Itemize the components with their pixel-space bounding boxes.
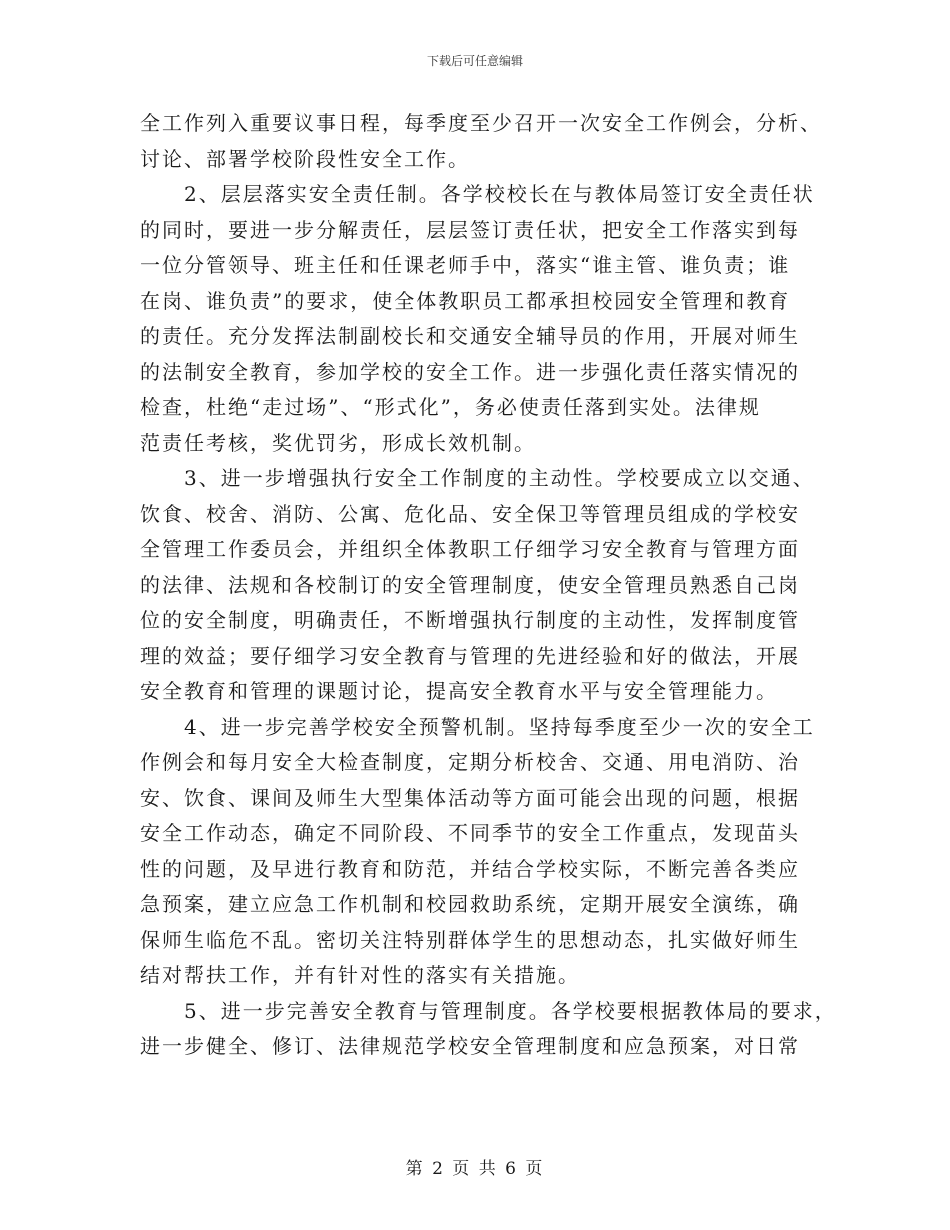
text-line: 安全工作动态，确定不同阶段、不同季节的安全工作重点，发现苗头 bbox=[140, 821, 800, 845]
text-line: 进一步健全、修订、法律规范学校安全管理制度和应急预案，对日常 bbox=[140, 1034, 800, 1058]
text-line: 安全教育和管理的课题讨论，提高安全教育水平与安全管理能力。 bbox=[140, 679, 778, 703]
text-line: 2、层层落实安全责任制。各学校校长在与教体局签订安全责任状 bbox=[140, 182, 815, 206]
text-line: 的法制安全教育，参加学校的安全工作。进一步强化责任落实情况的 bbox=[140, 359, 800, 384]
document-body bbox=[140, 106, 837, 1065]
text-line: 理的效益；要仔细学习安全教育与管理的先进经验和好的做法，开展 bbox=[140, 643, 800, 668]
text-line: 在岗、谁负责”的要求，使全体教职员工都承担校园安全管理和教育 bbox=[140, 288, 791, 313]
text-line: 5、进一步完善安全教育与管理制度。各学校要根据教体局的要求， bbox=[140, 998, 837, 1023]
text-line: 结对帮扶工作，并有针对性的落实有关措施。 bbox=[140, 963, 580, 987]
text-line: 检查，杜绝“走过场”、“形式化”，务必使责任落到实处。法律规 bbox=[140, 395, 761, 419]
page-header: 下载后可任意编辑 bbox=[426, 54, 523, 68]
text-line: 4、进一步完善学校安全预警机制。坚持每季度至少一次的安全工 bbox=[140, 714, 815, 739]
text-line: 的法律、法规和各校制订的安全管理制度，使安全管理员熟悉自己岗 bbox=[140, 572, 800, 597]
text-line: 全管理工作委员会，并组织全体教职工仔细学习安全教育与管理方面 bbox=[140, 537, 800, 561]
text-line: 保师生临危不乱。密切关注特别群体学生的思想动态，扎实做好师生 bbox=[140, 927, 800, 952]
text-line: 全工作列入重要议事日程，每季度至少召开一次安全工作例会，分析、 bbox=[140, 111, 822, 135]
text-line: 一位分管领导、班主任和任课老师手中，落实“谁主管、谁负责；谁 bbox=[140, 253, 791, 277]
text-line: 范责任考核，奖优罚劣，形成长效机制。 bbox=[140, 430, 536, 455]
text-line: 讨论、部署学校阶段性安全工作。 bbox=[140, 146, 470, 171]
text-line: 性的问题，及早进行教育和防范，并结合学校实际，不断完善各类应 bbox=[140, 856, 800, 881]
text-line: 饮食、校舍、消防、公寓、危化品、安全保卫等管理员组成的学校安 bbox=[140, 501, 800, 526]
text-line: 的责任。充分发挥法制副校长和交通安全辅导员的作用，开展对师生 bbox=[140, 324, 800, 348]
text-line: 安、饮食、课间及师生大型集体活动等方面可能会出现的问题，根据 bbox=[140, 785, 800, 810]
text-line: 位的安全制度，明确责任，不断增强执行制度的主动性，发挥制度管 bbox=[140, 608, 800, 632]
text-line: 作例会和每月安全大检查制度，定期分析校舍、交通、用电消防、治 bbox=[140, 750, 800, 774]
text-line: 的同时，要进一步分解责任，层层签订责任状，把安全工作落实到每 bbox=[140, 217, 800, 242]
text-line: 急预案，建立应急工作机制和校园救助系统，定期开展安全演练，确 bbox=[140, 892, 800, 916]
page-footer: 第 2 页 共 6 页 bbox=[405, 1159, 545, 1179]
text-line: 3、进一步增强执行安全工作制度的主动性。学校要成立以交通、 bbox=[140, 466, 815, 490]
